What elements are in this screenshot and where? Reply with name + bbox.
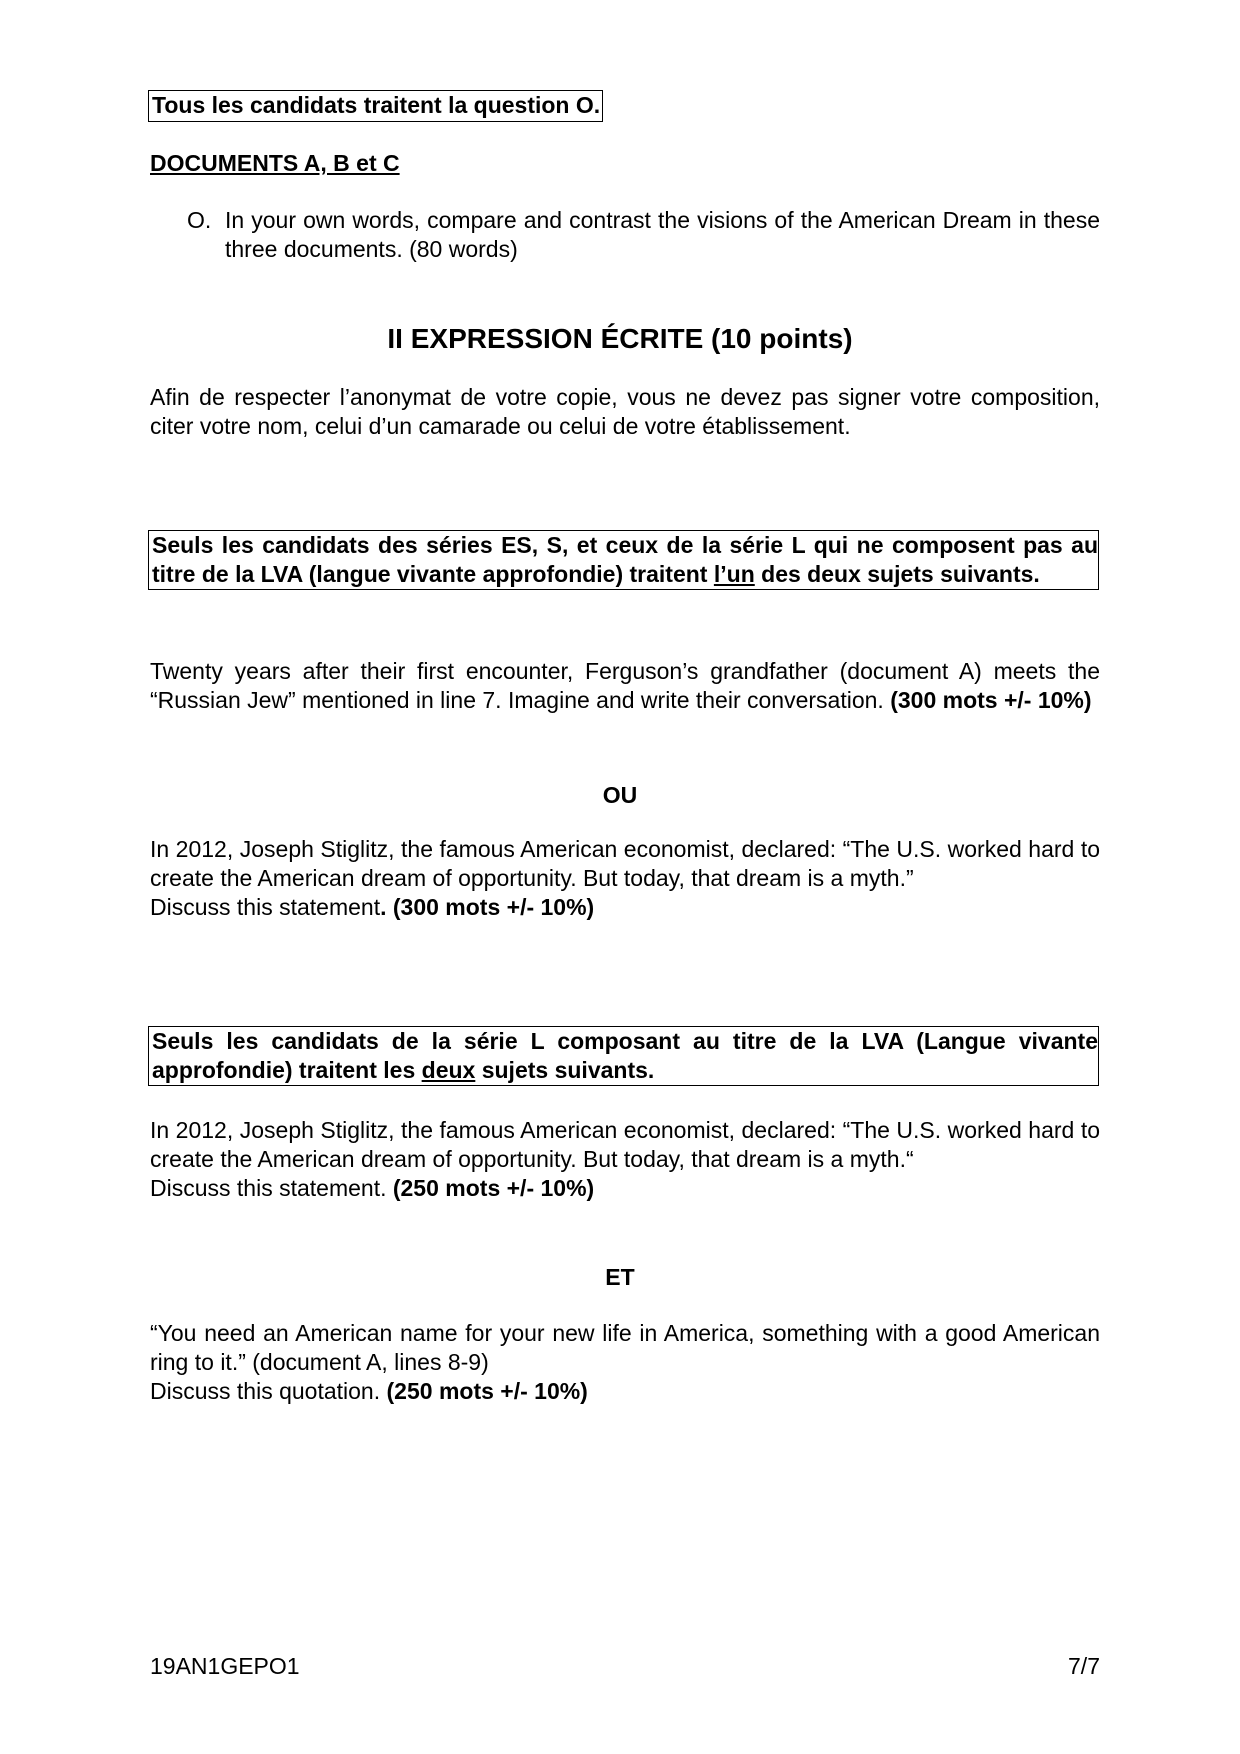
documents-heading: DOCUMENTS A, B et C [150,150,400,176]
separator-or: OU [602,782,638,808]
question-text: In your own words, compare and contrast the visions of the American Dream in these three documents. (80 words) [225,207,1100,262]
separator-and: ET [605,1264,635,1290]
word-count: (300 mots +/- 10%) [890,687,1092,713]
subject-quote: In 2012, Joseph Stiglitz, the famous American economist, declared: “The U.S. worked hard to create the American dream of opportunity. But today, that dream is a myth.” [150,836,1100,891]
notice-text-end: sujets suivants. [475,1057,655,1083]
instruction-text: Discuss this statement. [150,1175,393,1201]
section-title: II EXPRESSION ÉCRITE (10 points) [387,323,853,354]
footer-code: 19AN1GEPO1 [150,1653,300,1679]
subject-stiglitz-250 [150,1116,1100,1203]
word-count: . (300 mots +/- 10%) [380,894,595,920]
notice-text: Seuls les candidats des séries ES, S, et ceux de la série L qui ne composent pas au titre de la LVA (langue vivante approfondie) traitent [152,532,1098,587]
notice-all-candidates: Tous les candidats traitent la question O. [148,90,603,122]
notice-underlined: deux [421,1057,476,1083]
subject-quote: “You need an American name for your new life in America, something with a good American ring to it.” (document A, lines 8-9) [150,1320,1100,1375]
subject-stiglitz-300 [150,835,1100,922]
subject-instruction [150,1174,1100,1203]
subject-quote: In 2012, Joseph Stiglitz, the famous American economist, declared: “The U.S. worked hard to create the American dream of opportunity. But today, that dream is a myth.“ [150,1117,1100,1172]
subject-conversation [150,657,1100,715]
notice-lva-candidates [148,1026,1099,1086]
notice-es-s-l-candidates [148,530,1099,590]
subject-instruction [150,893,1100,922]
page-number: 7/7 [1068,1653,1100,1679]
word-count: (250 mots +/- 10%) [386,1378,588,1404]
anonymity-note: Afin de respecter l’anonymat de votre copie, vous ne devez pas signer votre composition, citer votre nom, celui d’un camarade ou celui de votre établissement. [150,384,1100,439]
word-count: (250 mots +/- 10%) [392,1175,595,1201]
instruction-text: Discuss this quotation. [150,1378,387,1404]
subject-american-name [150,1319,1100,1406]
notice-text: Seuls les candidats de la série L composant au titre de la LVA (Langue vivante approfondie) traitent les [152,1028,1098,1083]
subject-instruction [150,1377,1100,1406]
subject-text: Twenty years after their first encounter, Ferguson’s grandfather (document A) meets the “Russian Jew” mentioned in line 7. Imagine and write their conversation. [150,658,1100,713]
question-label: O. [187,207,212,233]
notice-underlined: l’un [713,561,755,587]
instruction-text: Discuss this statement [150,894,381,920]
notice-text-end: des deux sujets suivants. [754,561,1040,587]
